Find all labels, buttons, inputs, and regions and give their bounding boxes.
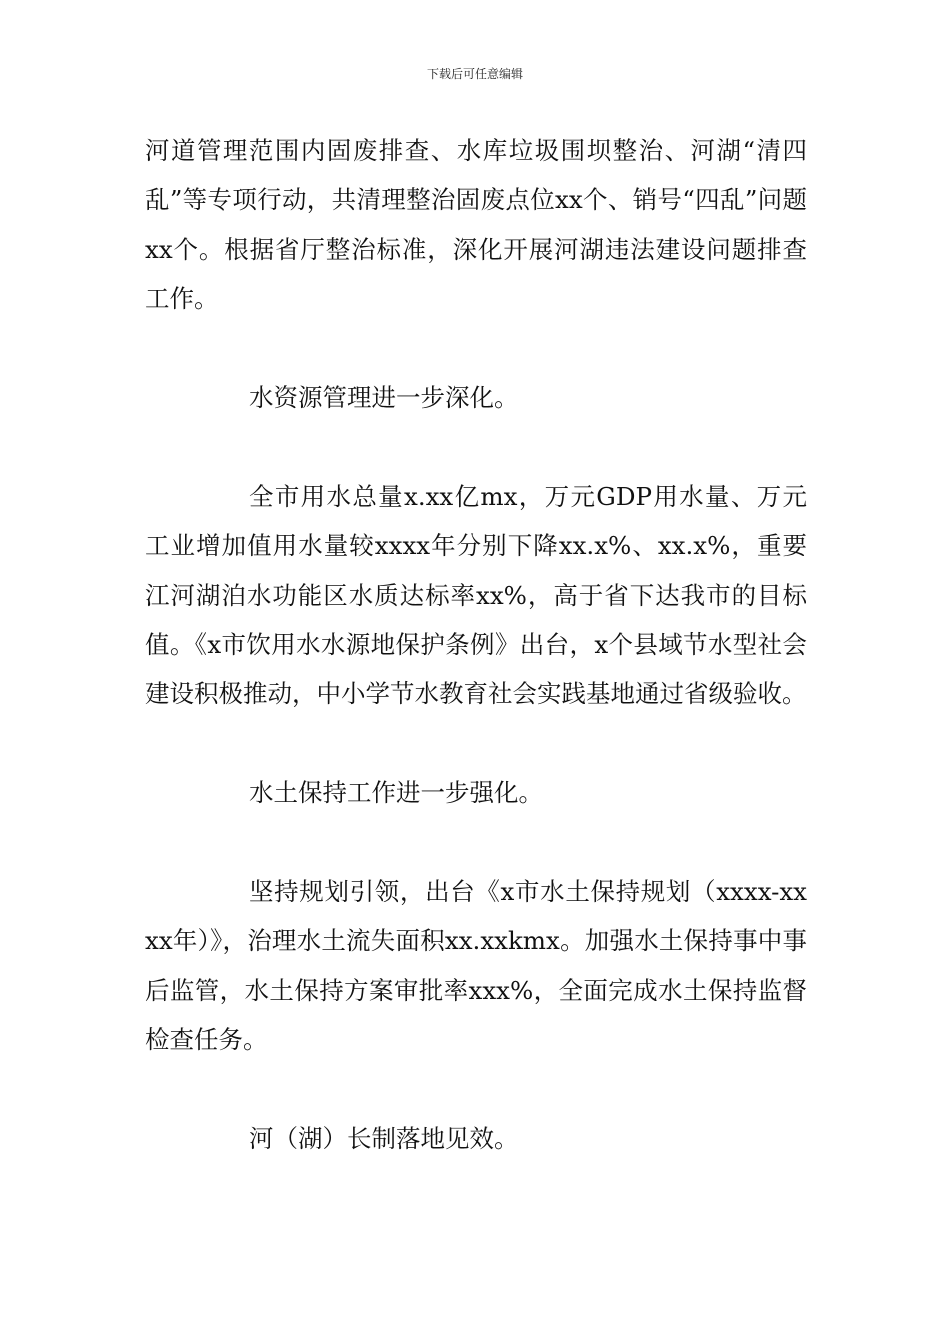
page-header: 下载后可任意编辑: [426, 67, 523, 81]
section-heading-river-chief: 河（湖）长制落地见效。: [249, 1124, 519, 1154]
paragraph-gap: [145, 719, 807, 768]
section-heading-water-resources: 水资源管理进一步深化。: [249, 383, 519, 413]
paragraph-water-resources: 全市用水总量x.xx亿mx，万元GDP用水量、万元工业增加值用水量较xxxx年分别下降xx.x%、xx.x%，重要江河湖泊水功能区水质达标率xx%，高于省下达我市的目标值。《x市饮用水水源地保护条例》出台，x个县域节水型社会建设积极推动，中小学节水教育社会实践基地通过省级验收。: [145, 481, 807, 709]
paragraph-gap: [145, 818, 807, 867]
paragraph-soil-conservation: 坚持规划引领，出台《x市水土保持规划（xxxx-xxxx年）》，治理水土流失面积xx.xxkmx。加强水土保持事中事后监管，水土保持方案审批率xxx%，全面完成水土保持监督检查任务。: [145, 877, 807, 1055]
paragraph-gap: [145, 1065, 807, 1114]
paragraph-gap: [145, 422, 807, 471]
paragraph-gap: [145, 324, 807, 373]
section-heading-soil-conservation: 水土保持工作进一步强化。: [249, 778, 543, 808]
document-body: [145, 126, 807, 1163]
paragraph-river-cleanup: 河道管理范围内固废排查、水库垃圾围坝整治、河湖“清四乱”等专项行动，共清理整治固废点位xx个、销号“四乱”问题xx个。根据省厅整治标准，深化开展河湖违法建设问题排查工作。: [145, 136, 807, 314]
